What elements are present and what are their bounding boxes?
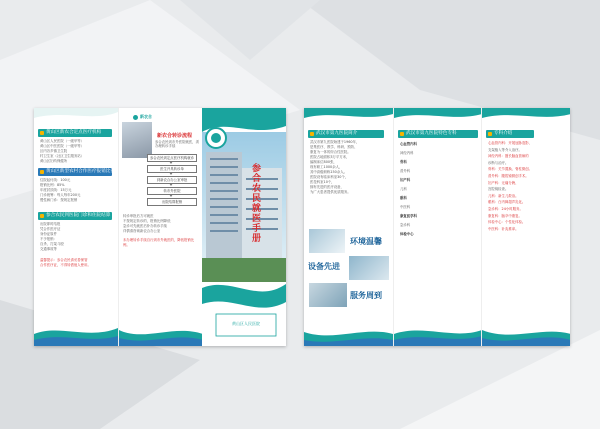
logo-icon xyxy=(133,115,138,120)
flow-title: 新农合转诊流程 xyxy=(157,133,193,139)
top-wave xyxy=(304,108,393,128)
text-line: 编制床位800张， xyxy=(310,160,337,164)
callout-equipment: 设备先进 xyxy=(308,261,340,271)
text-line: 医院设有临床科室30个， xyxy=(310,175,349,179)
note-line: 急诊可先就医后补办转诊手续 xyxy=(123,224,168,228)
text-line: 普外科：腹腔镜微创手术。 xyxy=(488,173,529,178)
feature-item: 妇产科 xyxy=(400,178,411,182)
flow-arrow xyxy=(169,194,173,197)
flow-arrow xyxy=(169,172,173,175)
text-line: 武汉市第九医院始建于1960年， xyxy=(310,140,360,144)
callout-service: 服务周到 xyxy=(350,290,382,300)
department-text xyxy=(488,140,568,232)
section-header-intro: 武汉市第九医院简介 xyxy=(308,130,384,138)
callout-environment: 环境温馨 xyxy=(350,236,382,246)
cover-art xyxy=(202,108,286,346)
cover-title: 参合农民就医手册 xyxy=(252,164,262,244)
text-line: 为广大患者提供优质服务。 xyxy=(310,190,351,194)
list-line: 慢性病门诊：按规定报销 xyxy=(40,198,78,202)
section-header-features: 武汉市第九医院特色专科 xyxy=(398,130,478,138)
list-line: 区内各乡镇卫生院 xyxy=(40,149,68,153)
text-line: 急诊科：24小时服务。 xyxy=(488,206,523,211)
department-panel xyxy=(481,108,570,346)
feature-item: 普外科 xyxy=(400,169,411,173)
transfer-red-note: 未办理转诊手续自行到市外就医的，降低报销比例。 xyxy=(123,238,195,247)
text-line: 体检中心：个性化体检。 xyxy=(488,220,526,225)
intro-text xyxy=(310,140,390,195)
transfer-notes xyxy=(123,214,201,234)
note-line: 合作医疗证，不得转借他人使用。 xyxy=(40,263,91,267)
top-wave xyxy=(34,108,118,128)
text-line: 中医科：针灸推拿。 xyxy=(488,226,519,231)
clinics-list xyxy=(40,139,114,164)
flow-step: 到新农合办公室审批 xyxy=(147,176,197,184)
text-line: 骨科：关节置换、脊柱微创。 xyxy=(488,167,533,172)
list-line: 交通事故等 xyxy=(40,247,57,251)
intro-panel xyxy=(304,108,393,346)
flow-step: 出院结算报销 xyxy=(147,198,197,206)
section-header-clinics: 黄山区新农合定点医疗机构 xyxy=(38,129,112,137)
middle-panel xyxy=(118,108,203,346)
feature-item: 骨科 xyxy=(400,160,407,164)
feature-item: 神经内科 xyxy=(400,151,414,155)
text-line: 现有职工1000余人， xyxy=(310,165,343,169)
note-line: 温馨提示：参合农民请妥善保管 xyxy=(40,258,88,262)
logo-text: 新农合 xyxy=(140,114,152,119)
feature-item: 康复医学科 xyxy=(400,214,417,218)
section-header-settlement: 参合农民到医院门诊和住院结算 xyxy=(38,212,112,220)
text-line: 医技科室10个， xyxy=(310,180,335,184)
text-line: 其中高级职称150余人。 xyxy=(310,170,347,174)
feature-panel xyxy=(393,108,482,346)
flow-step: 转市外医院 xyxy=(147,187,197,195)
flow-step: 医生开具转诊单 xyxy=(147,165,197,173)
section-header-departments: 专科介绍 xyxy=(486,130,534,138)
note-line: 转诊审批后方可就医 xyxy=(123,214,154,218)
right-brochure-sheet xyxy=(304,108,570,346)
feature-item: 中医科 xyxy=(400,205,411,209)
bottom-wave xyxy=(482,320,570,346)
text-line: 拥有先进的医疗设备， xyxy=(310,185,344,189)
text-line: 心血管内科：开展冠脉造影、 xyxy=(488,141,533,145)
feature-item: 心血管内科 xyxy=(400,142,417,146)
list-line: 报销比例：85% xyxy=(40,183,65,187)
text-line: 妇产科：无痛分娩、 xyxy=(488,180,519,185)
flow-arrow xyxy=(169,183,173,186)
note-line: 详情请咨询新农合办公室 xyxy=(123,229,161,233)
bottom-wave xyxy=(34,320,118,346)
text-line: 诊断与治疗。 xyxy=(488,160,509,165)
red-note xyxy=(40,258,114,268)
feature-list xyxy=(400,140,478,239)
list-line: 出院即时结报 xyxy=(40,222,61,226)
text-line: 是集医疗、教学、科研、预防、 xyxy=(310,145,358,149)
list-line: 年度封顶线：15万元 xyxy=(40,188,72,192)
list-line: 不予报销： xyxy=(40,237,57,241)
text-line: 儿科：新生儿救治。 xyxy=(488,193,519,198)
feature-item: 急诊科 xyxy=(400,223,411,227)
list-line: 住院起付线：100元 xyxy=(40,178,71,182)
flow-arrow xyxy=(169,161,173,164)
text-line: 神经内科：擅长脑血管病的 xyxy=(488,154,529,159)
brand-logo xyxy=(133,114,152,120)
list-line: 自杀、打架斗殴 xyxy=(40,242,64,246)
note-line: 不按规定转诊的，报销比例降低 xyxy=(123,219,171,223)
list-line: 身份证原件 xyxy=(40,232,57,236)
list-line: 门诊统筹：每人每年200元 xyxy=(40,193,81,197)
text-line: 支架植入等介入治疗。 xyxy=(488,147,522,152)
doctor-photo xyxy=(122,122,152,158)
list-line: 村卫生室（社区卫生服务站） xyxy=(40,154,85,158)
left-brochure-sheet xyxy=(34,108,286,346)
top-wave xyxy=(482,108,570,128)
text-line: 医院占地面积3万平方米， xyxy=(310,155,350,159)
list-line: 黄山区中医医院（一级甲等） xyxy=(40,144,85,148)
list-line: 黄山区妇幼保健所 xyxy=(40,159,68,163)
equipment-photo xyxy=(348,255,390,281)
text-line: 眼科：白内障超声乳化。 xyxy=(488,200,526,205)
bottom-wave xyxy=(394,320,482,346)
section-header-ratio: 黄山区新型农村合作医疗报销比例 xyxy=(38,168,112,176)
text-line: 康复科：脑卒中康复。 xyxy=(488,213,522,218)
flow-step: 参合农民到定点医疗机构就诊 xyxy=(147,154,197,162)
bottom-wave xyxy=(119,320,203,346)
list-line: 黄山区人民医院（一级甲等） xyxy=(40,139,85,143)
feature-item: 眼科 xyxy=(400,196,407,200)
staff-photo xyxy=(308,282,348,308)
cover-panel xyxy=(202,108,286,346)
top-wave xyxy=(394,108,482,128)
flow-intro: 参合农民到市外医院就医，须办理转诊手续 xyxy=(155,140,200,149)
feature-item: 儿科 xyxy=(400,187,407,191)
text-line: 康复为一体的综合性医院。 xyxy=(310,150,351,154)
ward-photo xyxy=(308,228,346,254)
ratio-list xyxy=(40,178,114,203)
list-line: 凭合作医疗证 xyxy=(40,227,61,231)
text-line: 宫腔镜检查。 xyxy=(488,187,509,192)
left-panel xyxy=(34,108,118,346)
settlement-list xyxy=(40,222,114,252)
cover-subtitle: 黄山区人民医院 xyxy=(232,321,260,326)
feature-item: 体检中心 xyxy=(400,232,414,236)
bottom-wave xyxy=(304,320,393,346)
